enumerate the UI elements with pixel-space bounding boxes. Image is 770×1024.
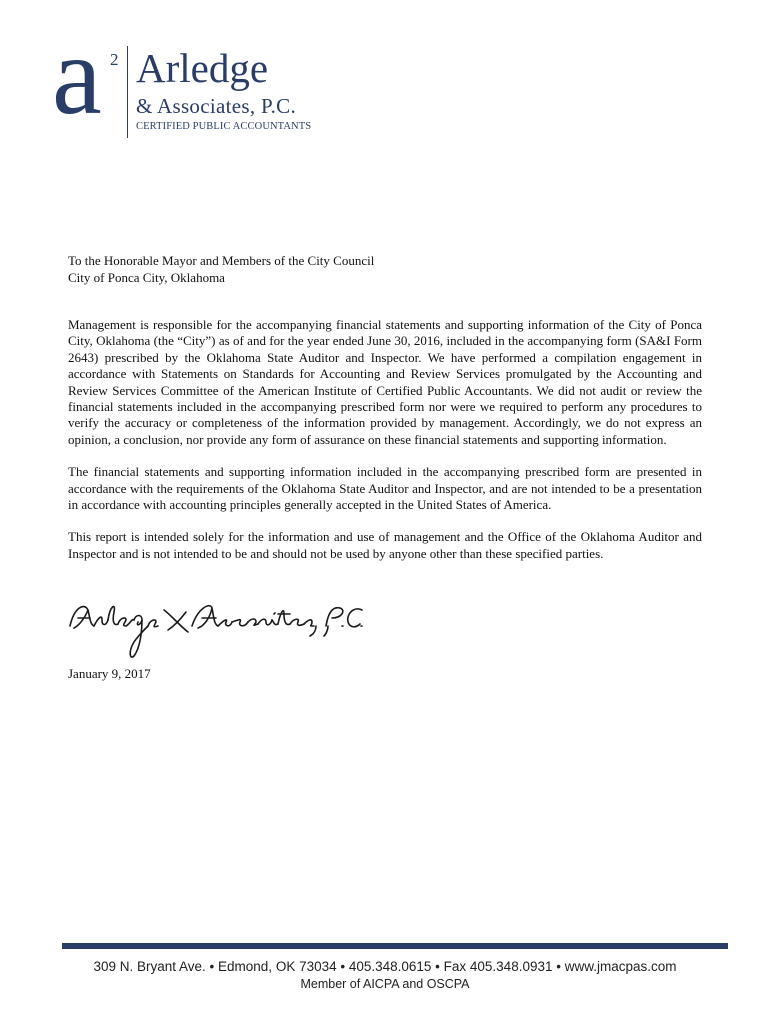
footer-contact: 309 N. Bryant Ave. • Edmond, OK 73034 • 405.348.0615 • Fax 405.348.0931 • www.jmacpas.com [93, 959, 677, 974]
paragraph-presentation: The financial statements and supporting information included in the accompanying prescribed form are presented in accordance with the requirements of the Oklahoma State Auditor and Inspector, and are not intended to be a presentation in accordance with accounting principles generally accepted in the United States of America. [68, 464, 702, 513]
footer-rule [62, 943, 728, 949]
logo-subtitle: & Associates, P.C. [136, 94, 296, 118]
addressee-line-1: To the Honorable Mayor and Members of the City Council [68, 253, 375, 268]
letter-date: January 9, 2017 [68, 666, 151, 681]
logo-superscript: 2 [110, 50, 119, 69]
logo-firm-name: Arledge [136, 45, 269, 91]
letter-body [68, 317, 702, 578]
paragraph-restricted-use: This report is intended solely for the information and use of management and the Office of the Oklahoma Auditor and Inspector and is not intended to be and should not be used by anyone other than these specified parties. [68, 529, 702, 561]
footer-membership: Member of AICPA and OSCPA [300, 977, 470, 991]
addressee-line-2: City of Ponca City, Oklahoma [68, 270, 225, 285]
logo-tagline: CERTIFIED PUBLIC ACCOUNTANTS [136, 121, 312, 132]
paragraph-responsibility: Management is responsible for the accompanying financial statements and supporting information of the City of Ponca City, Oklahoma (the “City”) as of and for the year ended June 30, 2016, included in the accompanying form (SA&I Form 2643) prescribed by the Oklahoma State Auditor and Inspector. We have performed a compilation engagement in accordance with Statements on Standards for Accounting and Review Services promulgated by the Accounting and Review Services Committee of the American Institute of Certified Public Accountants. We did not audit or review the financial statements included in the accompanying prescribed form nor were we required to perform any procedures to verify the accuracy or completeness of the information provided by management. Accordingly, we do not express an opinion, a conclusion, nor provide any form of assurance on these financial statements and supporting information. [68, 317, 702, 447]
handwritten-signature [64, 596, 364, 666]
logo-divider [127, 46, 128, 138]
logo-mark: a [52, 14, 102, 138]
firm-logo [52, 14, 322, 144]
addressee-block [68, 252, 374, 286]
